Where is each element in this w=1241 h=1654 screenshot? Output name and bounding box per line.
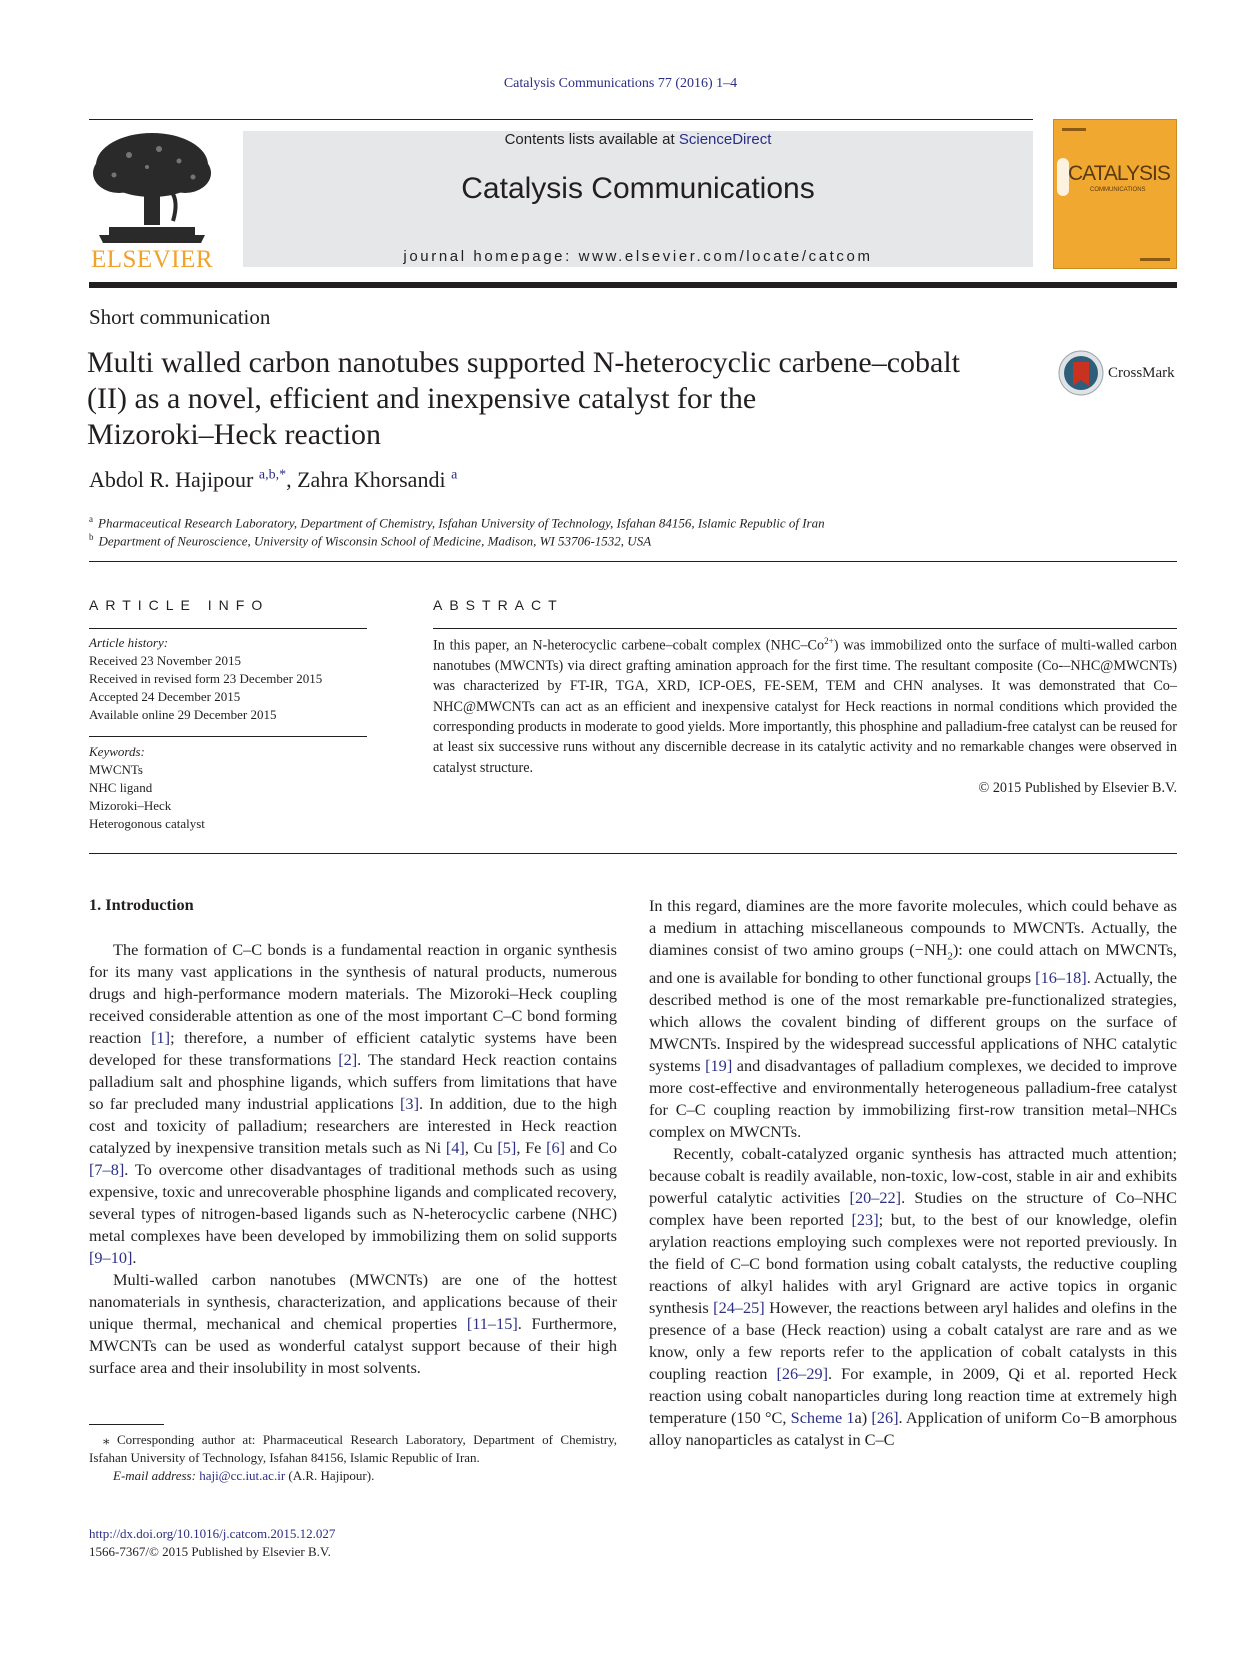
article-history	[89, 634, 322, 724]
keyword-1: MWCNTs	[89, 762, 143, 777]
text-run: . Actually, the described method is one of the most remarkable pre-functionalized strategies, which allows the covalent binding of different groups on the surface of MWCNTs. Inspired by the widespread successful applications of NHC catalytic systems	[649, 968, 1178, 1076]
text-run: Multi-walled carbon nanotubes (MWCNTs) are one of the hottest nanomaterials in synthesis, characterization, and applications because of their unique thermal, mechanical and chemical properties	[89, 1270, 617, 1333]
abstract-text-2: ) was immobilized onto the surface of multi-walled carbon nanotubes (MWCNTs) via direct grafting amination approach for the first time. The resultant composite (Co-–NHC@MWCNTs) was characterized by FT-IR, TGA, XRD, ICP-OES, FE-SEM, TEM and CHN analyses. It was demonstrated that Co–NHC@MWCNTs can act as an efficient and inexpensive catalyst for Heck reactions in normal conditions which provided the corresponding products in moderate to good yields. More importantly, this phosphine and palladium-free catalyst can be reused for at least six successive runs without any discernible decrease in its catalytic activity and no remarkable changes were observed in catalyst structure.	[433, 637, 1177, 776]
title-line-2: (II) as a novel, efficient and inexpensive catalyst for the	[87, 382, 757, 415]
footnote-rule	[89, 1424, 164, 1425]
cover-title: CATALYSIS	[1068, 162, 1170, 185]
footnote-corresponding	[89, 1431, 617, 1485]
text-run: ; therefore, a number of efficient catalytic systems have been developed for these transformations	[89, 1028, 618, 1069]
body-column-left	[89, 939, 617, 1379]
text-run: In this regard, diamines are the more favorite molecules, which could behave as a medium in attaching miscellaneous compounds to MWCNTs. Actually, the diamines consist of two amino groups (−NH	[649, 896, 1177, 959]
text-run: . The standard Heck reaction contains palladium salt and phosphine ligands, which suffers from limitations that have so far precluded many industrial applications	[89, 1050, 618, 1113]
author-list	[89, 467, 457, 493]
intro-paragraph-4	[649, 1143, 1177, 1451]
title-line-3: Mizoroki–Heck reaction	[87, 418, 382, 451]
sciencedirect-link[interactable]: ScienceDirect	[678, 131, 772, 148]
text-run: , Cu	[464, 1138, 498, 1157]
text-run: . To overcome other disadvantages of traditional methods such as using expensive, toxic and unrecoverable phosphine ligands and complicated recovery, several types of nitrogen-based ligands such as N-heterocyclic carbene (NHC) metal complexes have been developed by immobilizing them on solid supports	[89, 1160, 617, 1245]
history-online: Available online 29 December 2015	[89, 707, 277, 722]
subscript: 2	[947, 950, 953, 963]
abstract-bottom-rule	[89, 853, 1177, 854]
citation-link[interactable]: [23]	[851, 1210, 879, 1230]
footnote-text: Corresponding author at: Pharmaceutical Research Laboratory, Department of Chemistry, Isfahan University of Technology, Isfahan 84156, Islamic Republic of Iran.	[89, 1432, 617, 1465]
history-revised: Received in revised form 23 December 2015	[89, 671, 323, 686]
body-column-right	[649, 895, 1177, 1451]
doi-link[interactable]: http://dx.doi.org/10.1016/j.catcom.2015.12.027	[89, 1526, 336, 1541]
journal-title: Catalysis Communications	[461, 172, 815, 205]
citation-link[interactable]: [16–18]	[1035, 968, 1087, 988]
section-heading-intro: 1. Introduction	[89, 895, 194, 914]
text-run: ; but, to the best of our knowledge, olefin arylation reactions employing such complexes were not reported previously. In the field of C–C bond formation using cobalt catalysts, the reductive coupling reactions of alkyl halides with aryl Grignard are active topics in organic synthesis	[649, 1210, 1177, 1318]
citation-link[interactable]: [6]	[546, 1138, 566, 1157]
citation-link[interactable]: [5]	[497, 1138, 517, 1157]
citation-link[interactable]: [20–22]	[849, 1188, 902, 1208]
text-run: . For example, in 2009, Qi et al. reported Heck reaction using cobalt nanoparticles during long reaction time at extremely high temperature (150 °C,	[649, 1364, 1178, 1428]
author-1: Abdol R. Hajipour	[89, 467, 254, 492]
text-run: However, the reactions between aryl halides and olefins in the presence of a base (Heck reaction) using a cobalt catalyst are rare and as we know, only a few reports refer to the application of cobalt catalysts in this coupling reaction	[649, 1298, 1177, 1384]
footnote-star: ⁎	[103, 1432, 110, 1447]
text-run: and Co	[565, 1138, 617, 1157]
header-rule	[89, 119, 1033, 120]
history-accepted: Accepted 24 December 2015	[89, 689, 241, 704]
author-1-affil[interactable]: a,b,	[258, 467, 280, 483]
issn-line: 1566-7367/© 2015 Published by Elsevier B.V.	[89, 1544, 331, 1559]
text-run: . In addition, due to the high cost and toxicity of palladium; researchers are interested in Heck reaction catalyzed by inexpensive transition metals such as Ni	[89, 1094, 617, 1157]
corresponding-star[interactable]: *	[279, 467, 287, 483]
citation-link[interactable]: [24–25]	[713, 1298, 765, 1318]
affiliation-b-mark: b	[89, 532, 94, 542]
article-info-heading: ARTICLE INFO	[89, 597, 270, 613]
citation-link[interactable]: [9–10]	[89, 1248, 133, 1267]
intro-paragraph-3	[649, 895, 1177, 1143]
citation-link[interactable]: [11–15]	[466, 1314, 518, 1333]
article-type: Short communication	[89, 305, 271, 329]
citation-link[interactable]: [3]	[400, 1094, 419, 1113]
text-run: and disadvantages of palladium complexes, we decided to improve more cost-effective and environmentally heterogeneous palladium-free catalyst for C–C coupling reaction by immobilizing first-row transition metal–NHCs complex on MWCNTs.	[649, 1056, 1177, 1142]
text-run: , Fe	[516, 1138, 547, 1157]
affiliation-b	[89, 532, 651, 549]
author-2-affil[interactable]: a	[451, 467, 458, 483]
text-run: .	[132, 1248, 137, 1267]
elsevier-wordmark[interactable]: ELSEVIER	[90, 246, 214, 273]
article-info-rule	[89, 628, 367, 629]
contents-line	[243, 131, 1033, 148]
keywords	[89, 743, 205, 833]
contents-prefix: Contents lists available at	[504, 131, 679, 148]
abstract-rule	[433, 628, 1177, 629]
citation-link[interactable]: Scheme 1	[790, 1408, 855, 1428]
crossmark-icon[interactable]	[1058, 350, 1104, 396]
citation-link[interactable]: [1]	[151, 1028, 171, 1047]
keywords-rule	[89, 736, 367, 737]
text-run: Recently, cobalt-catalyzed organic synthesis has attracted much attention; because cobalt is readily available, non-toxic, low-cost, stable in air and exhibits powerful catalytic activities	[649, 1144, 1177, 1208]
citation-link[interactable]: [7–8]	[89, 1160, 125, 1179]
abstract-heading: ABSTRACT	[433, 597, 564, 613]
affiliation-a-mark: a	[89, 514, 93, 524]
doi-block	[89, 1525, 335, 1561]
text-run: a)	[854, 1408, 872, 1428]
cover-subtitle: COMMUNICATIONS	[1090, 187, 1146, 193]
affiliation-a-text: Pharmaceutical Research Laboratory, Department of Chemistry, Isfahan University of Technology, Isfahan 84156, Islamic Republic of Iran	[98, 515, 825, 531]
elsevier-tree-logo	[89, 131, 215, 245]
history-label: Article history:	[89, 635, 169, 650]
citation-link[interactable]: [26]	[871, 1408, 899, 1428]
running-citation[interactable]: Catalysis Communications 77 (2016) 1–4	[503, 76, 738, 91]
affiliation-a	[89, 514, 825, 531]
keywords-label: Keywords:	[89, 744, 145, 759]
citation-link[interactable]: [19]	[705, 1056, 733, 1076]
abstract-copyright: © 2015 Published by Elsevier B.V.	[978, 779, 1177, 796]
keyword-4: Heterogonous catalyst	[89, 816, 205, 831]
intro-paragraph-2	[89, 1269, 617, 1379]
keyword-3: Mizoroki–Heck	[89, 798, 172, 813]
title-line-1: Multi walled carbon nanotubes supported N-heterocyclic carbene–cobalt	[87, 346, 961, 379]
text-run: The formation of C–C bonds is a fundamental reaction in organic synthesis for its many vast applications in the synthesis of natural products, numerous drugs and high-performance modern materials. The Mizoroki–Heck coupling received considerable attention as one of the most important C–C bond forming reaction	[89, 940, 617, 1047]
citation-link[interactable]: [26–29]	[776, 1364, 829, 1384]
affiliation-rule	[89, 561, 1177, 562]
abstract-sup: 2+	[824, 636, 834, 646]
keyword-2: NHC ligand	[89, 780, 153, 795]
article-title	[87, 345, 1017, 453]
citation-link[interactable]: [2]	[338, 1050, 358, 1069]
text-run: ): one could attach on MWCNTs, and one is available for bonding to other functional groups	[649, 940, 1177, 988]
text-run: . Studies on the structure of Co–NHC complex have been reported	[649, 1188, 1177, 1230]
journal-homepage[interactable]: journal homepage: www.elsevier.com/locate/catcom	[403, 248, 873, 265]
intro-paragraph-1	[89, 939, 617, 1269]
history-received: Received 23 November 2015	[89, 653, 241, 668]
text-run: . Furthermore, MWCNTs can be used as wonderful catalyst support because of their high surface area and their insolubility in most solvents.	[89, 1314, 617, 1377]
email-suffix: (A.R. Hajipour).	[285, 1468, 375, 1483]
abstract-body	[433, 631, 1177, 798]
email-label: E-mail address:	[113, 1468, 200, 1483]
crossmark-label[interactable]: CrossMark	[1108, 365, 1175, 381]
author-2: Zahra Khorsandi	[297, 467, 446, 492]
affiliation-b-text: Department of Neuroscience, University of Wisconsin School of Medicine, Madison, WI 53706-1532, USA	[98, 533, 652, 549]
header-thick-rule	[89, 282, 1177, 288]
text-run: . Application of uniform Co−B amorphous alloy nanoparticles as catalyst in C–C	[649, 1408, 1177, 1450]
author-separator: ,	[286, 467, 298, 492]
journal-cover-image[interactable]	[1053, 119, 1177, 269]
email-link[interactable]: haji@cc.iut.ac.ir	[199, 1468, 286, 1483]
abstract-text-1: In this paper, an N-heterocyclic carbene–cobalt complex (NHC–Co	[433, 637, 825, 654]
citation-link[interactable]: [4]	[445, 1138, 465, 1157]
